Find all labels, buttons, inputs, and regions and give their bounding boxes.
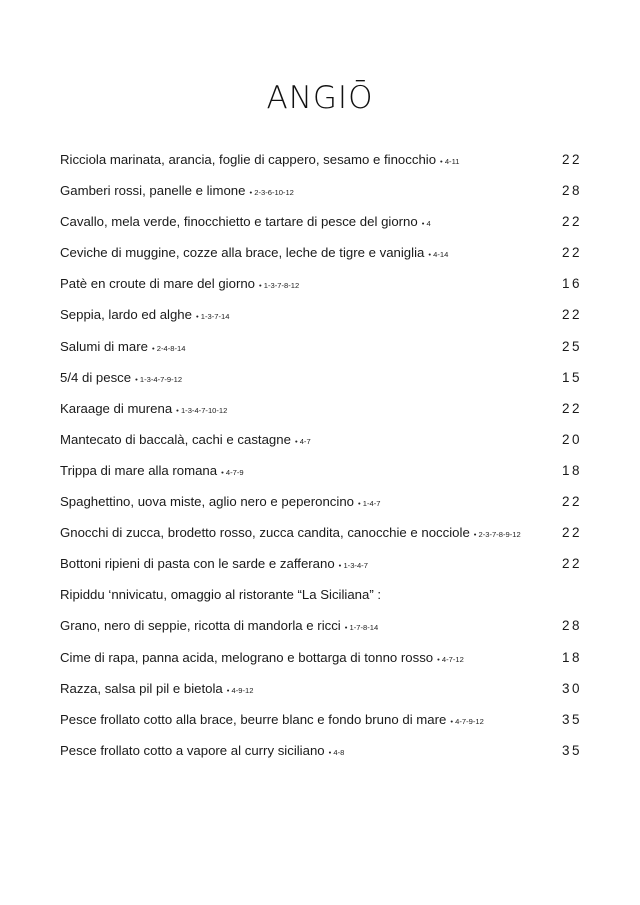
allergen-codes: • 4-11 — [440, 157, 460, 166]
dish-price: 15 — [561, 369, 582, 385]
dish-name: Pesce frollato cotto a vapore al curry siciliano — [60, 742, 325, 758]
menu-item — [60, 583, 584, 614]
dish-price: 16 — [561, 276, 582, 292]
allergen-codes: • 4-8 — [328, 747, 345, 757]
dish-price: 28 — [561, 618, 582, 634]
dish-name: Pesce frollato cotto alla brace, beurre blanc e fondo bruno di mare — [60, 711, 447, 727]
allergen-codes: • 1-4-7 — [358, 499, 381, 509]
dish-price: 22 — [561, 494, 582, 510]
allergen-codes: • 4-14 — [428, 250, 449, 260]
dish-name: Seppia, lardo ed alghe — [60, 307, 192, 323]
dish-price: 22 — [561, 245, 582, 261]
dish-price: 22 — [561, 556, 582, 572]
allergen-codes: • 1-7-8-14 — [344, 623, 379, 633]
dish-name: Ceviche di muggine, cozze alla brace, leche de tigre e vaniglia — [60, 245, 425, 261]
menu-item — [60, 677, 584, 708]
dish-price: 22 — [561, 214, 582, 230]
menu-item — [60, 397, 584, 428]
dish-price: 30 — [561, 680, 582, 696]
menu-item — [60, 490, 584, 521]
allergen-codes: • 4-7-12 — [437, 654, 464, 664]
dish-price: 18 — [561, 462, 582, 478]
menu-item — [60, 521, 584, 552]
allergen-codes: • 4-9-12 — [226, 685, 254, 695]
menu-item — [60, 272, 584, 303]
dish-name: Spaghettino, uova miste, aglio nero e peperoncino — [60, 494, 354, 510]
dish-price: 25 — [561, 338, 582, 354]
allergen-codes: • 4 — [421, 219, 431, 229]
allergen-codes: • 2-4-8-14 — [151, 343, 186, 353]
dish-price: 35 — [561, 711, 582, 727]
dish-name: Patè en croute di mare del giorno — [60, 276, 255, 292]
dish-name: Trippa di mare alla romana — [60, 462, 218, 478]
menu-item — [60, 241, 584, 272]
menu-item — [60, 552, 584, 583]
dish-price: 18 — [561, 649, 582, 665]
allergen-codes: • 4-7-9 — [221, 467, 244, 477]
menu-item — [60, 210, 584, 241]
dish-name: Razza, salsa pil pil e bietola — [60, 680, 223, 696]
dish-name: Gnocchi di zucca, brodetto rosso, zucca candita, canocchie e nocciole — [60, 525, 470, 541]
menu-item — [60, 428, 584, 459]
menu-item — [60, 366, 584, 397]
allergen-codes: • 1-3-4-7-9-12 — [135, 374, 183, 384]
menu-item — [60, 303, 584, 334]
dish-price: 22 — [561, 400, 582, 416]
dish-price: 28 — [561, 183, 582, 199]
menu-item — [60, 179, 584, 210]
menu-item — [60, 646, 584, 677]
allergen-codes: • 2-3-6-10-12 — [249, 188, 294, 198]
allergen-codes: • 1-3-4-7 — [338, 561, 368, 571]
menu-item — [60, 739, 584, 770]
menu-item — [60, 459, 584, 490]
dish-price: 22 — [561, 307, 582, 323]
dish-price: 20 — [561, 431, 582, 447]
dish-name: Salumi di mare — [60, 338, 148, 354]
menu-item — [60, 614, 584, 645]
dish-name: Bottoni ripieni di pasta con le sarde e zafferano — [60, 556, 335, 572]
menu-item — [60, 335, 584, 366]
dish-name: Ripiddu ‘nnivicatu, omaggio al ristorante “La Siciliana” : — [60, 587, 382, 603]
dish-name: Gamberi rossi, panelle e limone — [60, 183, 246, 199]
menu-list — [60, 148, 584, 770]
allergen-codes: • 1-3-7-14 — [195, 312, 230, 322]
dish-name: Karaage di murena — [60, 400, 173, 416]
allergen-codes: • 1-3-7-8-12 — [259, 281, 300, 291]
allergen-codes: • 4-7 — [294, 436, 311, 446]
dish-name: Ricciola marinata, arancia, foglie di cappero, sesamo e finocchio — [60, 152, 437, 167]
dish-name: Cavallo, mela verde, finocchietto e tartare di pesce del giorno — [60, 214, 418, 230]
dish-name: Grano, nero di seppie, ricotta di mandorla e ricci — [60, 618, 341, 634]
restaurant-title: ANGIŌ — [266, 80, 374, 116]
dish-price: 22 — [561, 525, 582, 541]
allergen-codes: • 2-3-7-8-9-12 — [473, 530, 521, 540]
dish-name: Mantecato di baccalà, cachi e castagne — [60, 431, 291, 447]
allergen-codes: • 4-7-9-12 — [450, 716, 484, 726]
allergen-codes: • 1-3-4-7-10-12 — [176, 405, 228, 415]
dish-name: 5/4 di pesce — [60, 369, 132, 385]
dish-price: 35 — [561, 742, 582, 758]
menu-item — [60, 148, 584, 179]
menu-item — [60, 708, 584, 739]
dish-price: 22 — [561, 152, 582, 167]
dish-name: Cime di rapa, panna acida, melograno e bottarga di tonno rosso — [60, 649, 434, 665]
